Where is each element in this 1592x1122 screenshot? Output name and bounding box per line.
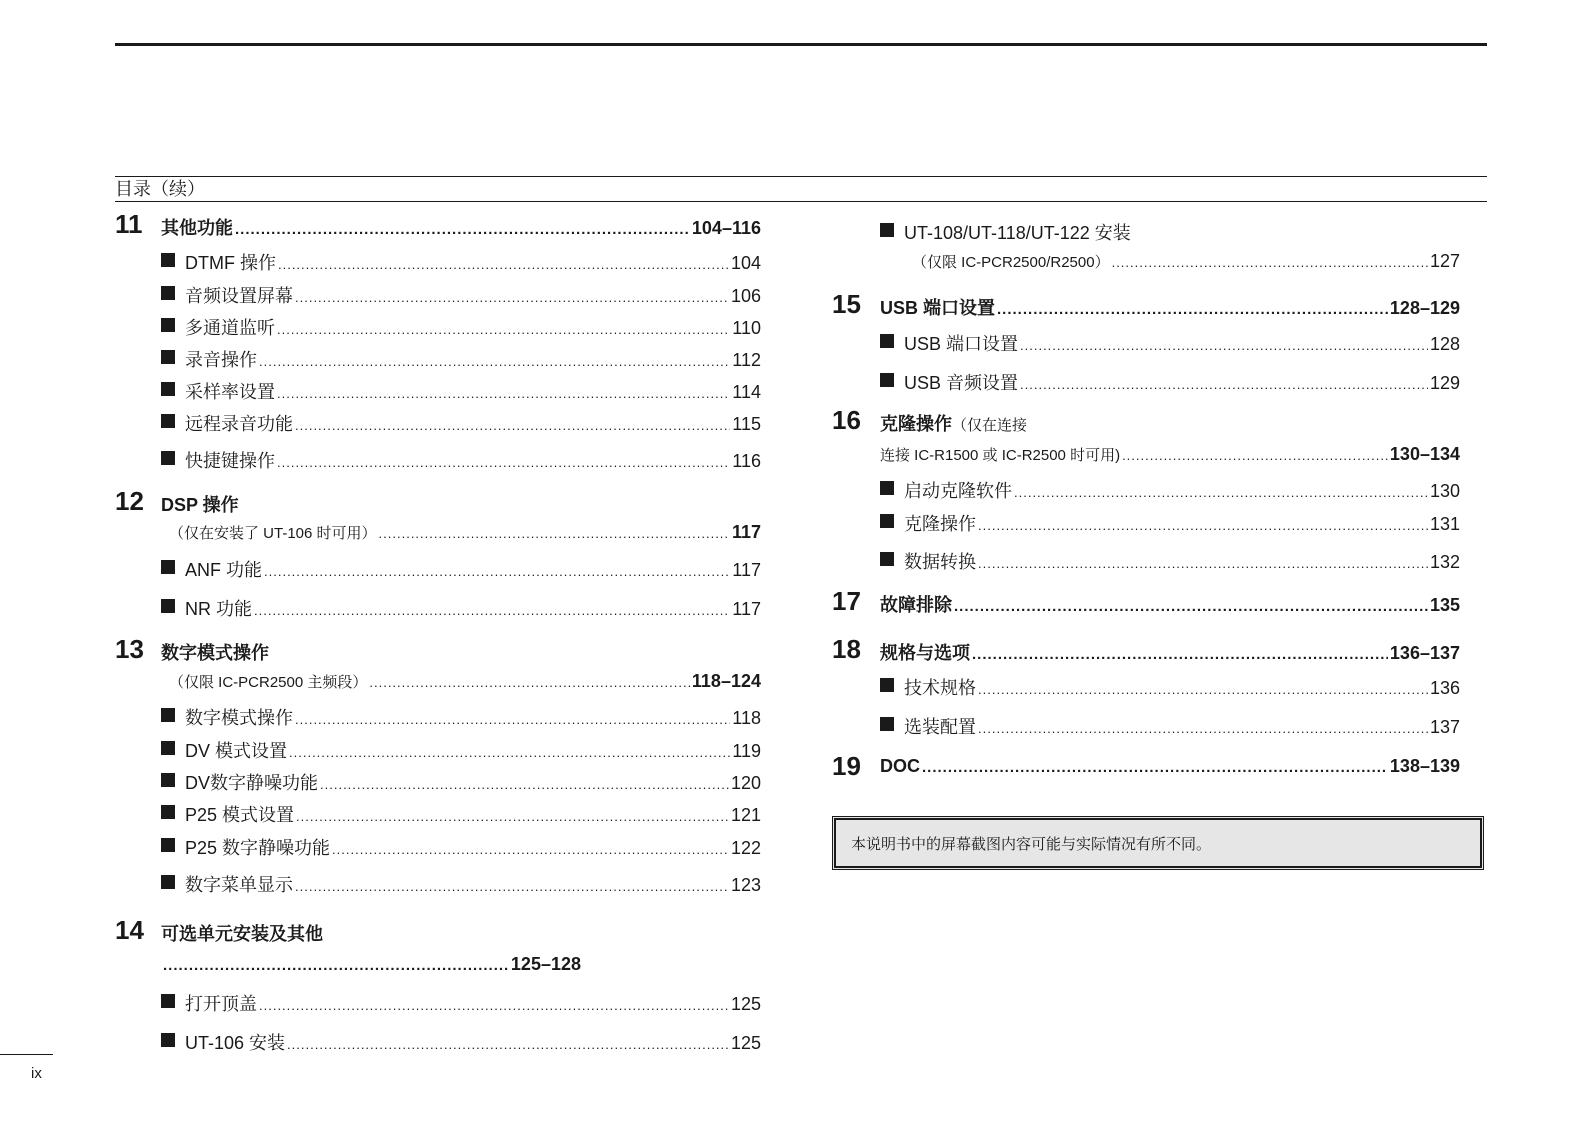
section-number: 15: [832, 289, 861, 319]
bullet-square-icon: [161, 875, 175, 889]
page-ref: 127: [1429, 251, 1460, 271]
section-subtitle: （仅限 IC-PCR2500/R2500）: [912, 254, 1110, 271]
page-ref: 117: [731, 522, 761, 542]
bullet-square-icon: [161, 1033, 175, 1047]
toc-item[interactable]: 打开顶盖 ..... 125: [161, 990, 761, 1018]
page-ref: 125–128: [510, 954, 581, 974]
toc-section-14[interactable]: [161, 920, 761, 948]
toc-item[interactable]: DV数字静噪功能 ..... 120: [161, 769, 761, 797]
bullet-square-icon: [161, 994, 175, 1008]
page-ref: 130–134: [1389, 444, 1460, 464]
toc-item[interactable]: 数据转换 ..... 132: [880, 548, 1460, 576]
bullet-square-icon: [161, 451, 175, 465]
section-subtitle: （仅在安装了 UT-106 时可用）: [169, 525, 377, 542]
toc-section-19[interactable]: [880, 756, 1460, 784]
toc-section-12-subtitle[interactable]: [161, 522, 761, 550]
toc-item[interactable]: USB 端口设置 ..... 128: [880, 330, 1460, 358]
section-number: 19: [832, 751, 861, 781]
page-ref: 118–124: [691, 671, 761, 691]
toc-section-13-subtitle[interactable]: [161, 671, 761, 699]
section-number: 11: [115, 209, 143, 239]
page-ref: 136–137: [1389, 643, 1460, 663]
bullet-square-icon: [161, 838, 175, 852]
toc-item[interactable]: UT-108/UT-118/UT-122 安装: [880, 219, 1460, 247]
section-title: DOC: [880, 756, 920, 776]
toc-heading: 目录（续）: [115, 179, 205, 199]
toc-item[interactable]: NR 功能 ..... 117: [161, 595, 761, 623]
bullet-square-icon: [161, 599, 175, 613]
page-number: ix: [31, 1065, 42, 1082]
toc-item[interactable]: 启动克隆软件 ..... 130: [880, 477, 1460, 505]
toc-section-15[interactable]: [880, 294, 1460, 322]
section-title: 可选单元安装及其他: [161, 924, 323, 944]
bullet-square-icon: [880, 717, 894, 731]
toc-item[interactable]: P25 数字静噪功能 ..... 122: [161, 834, 761, 862]
toc-section-12[interactable]: [161, 491, 761, 519]
toc-item[interactable]: DV 模式设置 ..... 119: [161, 737, 761, 765]
toc-item[interactable]: P25 模式设置 ..... 121: [161, 801, 761, 829]
bullet-square-icon: [880, 373, 894, 387]
page-ref: 128–129: [1389, 298, 1460, 318]
top-rule: [115, 43, 1487, 46]
section-number: 16: [832, 405, 861, 435]
bullet-square-icon: [161, 805, 175, 819]
bullet-square-icon: [880, 552, 894, 566]
bullet-square-icon: [161, 382, 175, 396]
toc-item[interactable]: 选装配置 ..... 137: [880, 713, 1460, 741]
bullet-square-icon: [161, 253, 175, 267]
page-ref: 138–139: [1389, 756, 1460, 776]
toc-item[interactable]: 音频设置屏幕 ..... 106: [161, 282, 761, 310]
bullet-square-icon: [880, 334, 894, 348]
footer-rule: [0, 1054, 53, 1055]
section-title: USB 端口设置: [880, 298, 996, 318]
notice-box: [832, 816, 1484, 870]
toc-section-18[interactable]: [880, 639, 1460, 667]
section-subtitle: 连接 IC-R1500 或 IC-R2500 时可用): [880, 447, 1121, 464]
page-ref: 135: [1429, 595, 1460, 615]
toc-item[interactable]: ANF 功能 ..... 117: [161, 556, 761, 584]
bullet-square-icon: [161, 350, 175, 364]
bullet-square-icon: [161, 773, 175, 787]
bullet-square-icon: [161, 318, 175, 332]
toc-item[interactable]: 远程录音功能 ..... 115: [161, 410, 761, 438]
bullet-square-icon: [880, 678, 894, 692]
toc-rule-bottom: [115, 201, 1487, 202]
toc-section-13[interactable]: [161, 639, 761, 667]
section-title: DSP 操作: [161, 495, 239, 515]
toc-item[interactable]: DTMF 操作 ..... 104: [161, 249, 761, 277]
toc-item[interactable]: 录音操作 ..... 112: [161, 346, 761, 374]
section-number: 14: [115, 915, 144, 945]
page-ref: 104–116: [691, 218, 761, 238]
section-title: 数字模式操作: [161, 643, 269, 663]
bullet-square-icon: [161, 286, 175, 300]
bullet-square-icon: [161, 741, 175, 755]
toc-item[interactable]: 快捷键操作 ..... 116: [161, 447, 761, 475]
bullet-square-icon: [161, 414, 175, 428]
bullet-square-icon: [161, 560, 175, 574]
toc-section-11[interactable]: [161, 214, 761, 242]
toc-item[interactable]: USB 音频设置 ..... 129: [880, 369, 1460, 397]
toc-item-subtitle[interactable]: [904, 251, 1460, 279]
bullet-square-icon: [161, 708, 175, 722]
section-note: （仅在连接: [952, 417, 1028, 434]
toc-item[interactable]: UT-106 安装 ..... 125: [161, 1029, 761, 1057]
section-subtitle: （仅限 IC-PCR2500 主频段）: [169, 674, 368, 691]
bullet-square-icon: [880, 481, 894, 495]
toc-item[interactable]: 数字模式操作 ..... 118: [161, 704, 761, 732]
toc-section-16[interactable]: [880, 410, 1460, 438]
bullet-square-icon: [880, 514, 894, 528]
toc-section-17[interactable]: [880, 591, 1460, 619]
section-number: 12: [115, 486, 144, 516]
notice-text: 本说明书中的屏幕截图内容可能与实际情况有所不同。: [851, 835, 1212, 853]
section-number: 18: [832, 634, 861, 664]
toc-item[interactable]: 克隆操作 ..... 131: [880, 510, 1460, 538]
toc-item[interactable]: 数字菜单显示 ..... 123: [161, 871, 761, 899]
toc-section-14-pages[interactable]: [161, 954, 581, 982]
toc-rule-top: [115, 176, 1487, 177]
toc-item[interactable]: 技术规格 ..... 136: [880, 674, 1460, 702]
bullet-square-icon: [880, 223, 894, 237]
section-number: 17: [832, 586, 861, 616]
toc-section-16-subtitle[interactable]: [880, 444, 1460, 472]
toc-item[interactable]: 采样率设置 ..... 114: [161, 378, 761, 406]
section-title: 规格与选项: [880, 643, 970, 663]
toc-item[interactable]: 多通道监听 ..... 110: [161, 314, 761, 342]
section-title: 克隆操作: [880, 414, 952, 434]
section-title: 其他功能: [161, 218, 233, 238]
section-number: 13: [115, 634, 144, 664]
section-title: 故障排除: [880, 595, 952, 615]
